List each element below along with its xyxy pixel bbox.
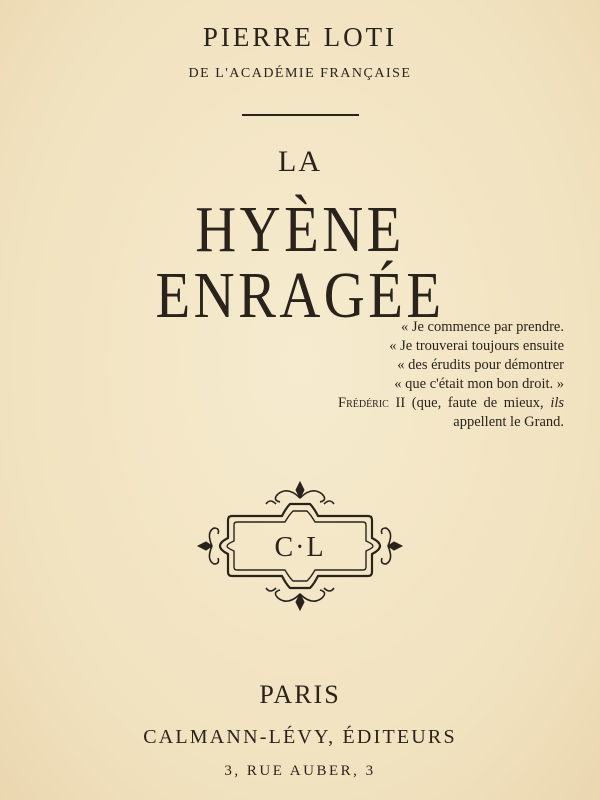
author-affiliation: DE L'ACADÉMIE FRANÇAISE xyxy=(188,66,412,81)
attribution-end: appellent le Grand. xyxy=(453,414,564,430)
title-article: LA xyxy=(278,145,322,178)
epigraph-line: « Je trouverai toujours ensuite xyxy=(389,338,564,354)
attribution-emphasis: ils xyxy=(550,395,565,411)
attribution-name: Frédéric xyxy=(338,395,389,411)
publisher-emblem xyxy=(196,478,404,614)
epigraph-line: « des érudits pour démontrer xyxy=(397,357,564,373)
epigraph-line: « Je commence par prendre. xyxy=(400,319,564,335)
epigraph-line: « que c'était mon bon droit. » xyxy=(394,376,564,392)
book-title: HYÈNE ENRAGÉE xyxy=(155,193,445,332)
imprint-publisher: CALMANN-LÉVY, ÉDITEURS xyxy=(143,726,457,748)
imprint-address: 3, RUE AUBER, 3 xyxy=(224,763,376,779)
emblem-monogram: C·L xyxy=(274,532,326,563)
imprint-place: PARIS xyxy=(259,680,341,709)
epigraph xyxy=(324,318,564,432)
author-name: PIERRE LOTI xyxy=(202,22,398,52)
attribution-text: II (que, faute de mieux, xyxy=(395,395,544,411)
epigraph-attribution xyxy=(324,394,564,432)
title-divider xyxy=(242,114,359,116)
